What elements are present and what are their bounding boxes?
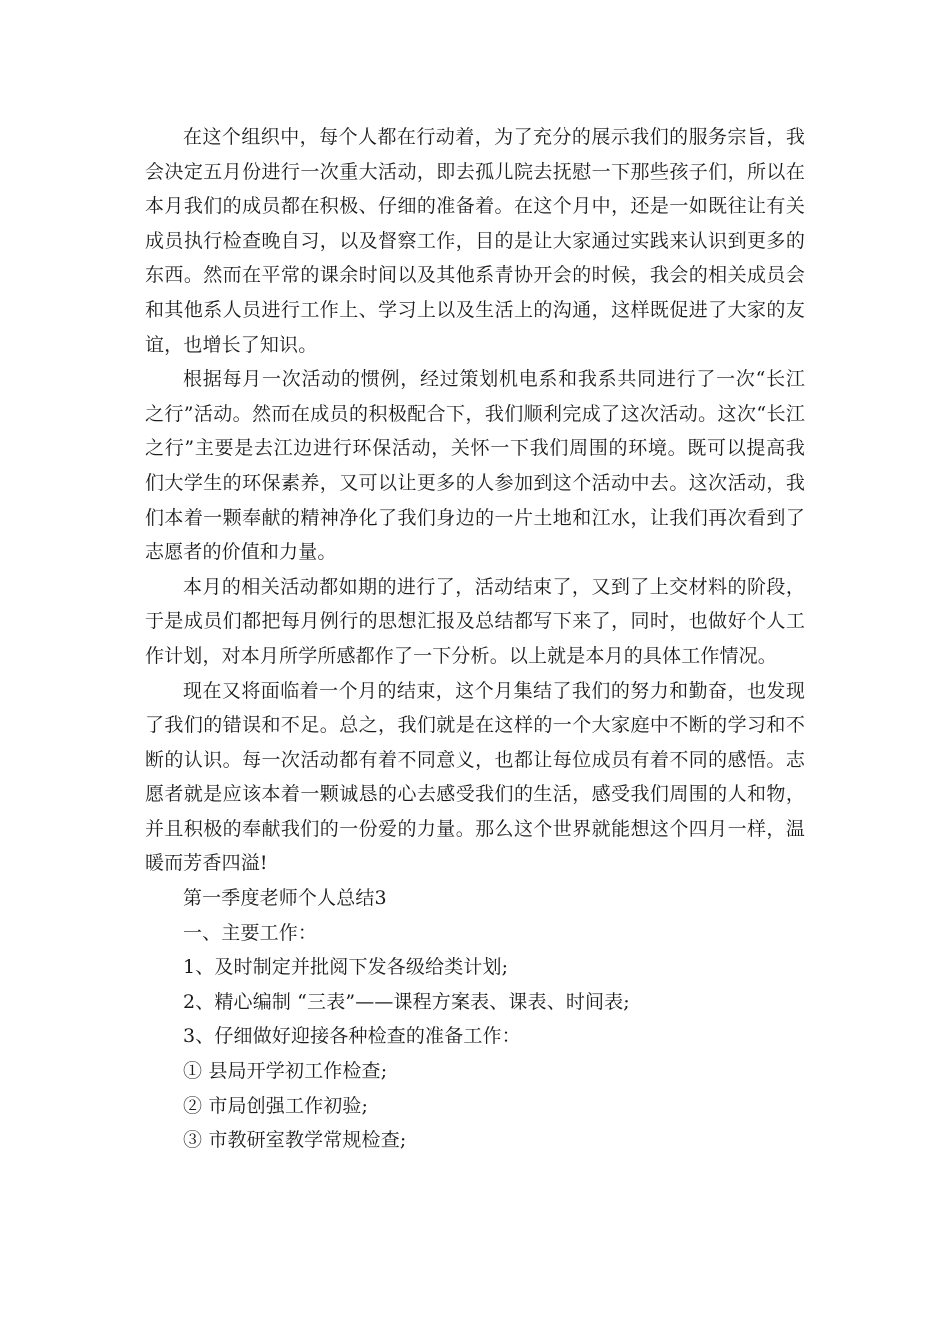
paragraph-monthly-summary: 本月的相关活动都如期的进行了，活动结束了，又到了上交材料的阶段，于是成员们都把每月例行的思想汇报及总结都写下来了，同时，也做好个人工作计划，对本月所学所感都作了一下分析。以上就是本月的具体工作情况。 — [145, 575, 805, 667]
list-item: 1、及时制定并批阅下发各级给类计划; — [183, 956, 509, 979]
sub-list-item: ① 县局开学初工作检查; — [183, 1060, 388, 1083]
sub-list-item: ③ 市教研室教学常规检查; — [183, 1129, 407, 1152]
paragraph-organization-activities: 在这个组织中，每个人都在行动着，为了充分的展示我们的服务宗旨，我会决定五月份进行一次重大活动，即去孤儿院去抚慰一下那些孩子们，所以在本月我们的成员都在积极、仔细的准备着。在这个月中，还是一如既往让有关成员执行检查晚自习，以及督察工作，目的是让大家通过实践来认识到更多的东西。然而在平常的课余时间以及其他系青协开会的时候，我会的相关成员会和其他系人员进行工作上、学习上以及生活上的沟通，这样既促进了大家的友谊，也增长了知识。 — [145, 126, 805, 356]
sub-list-item: ② 市局创强工作初验; — [183, 1094, 369, 1117]
paragraph-yangtze-trip: 根据每月一次活动的惯例，经过策划机电系和我系共同进行了一次“长江之行”活动。然而在成员的积极配合下，我们顺利完成了这次活动。这次“长江之行”主要是去江边进行环保活动，关怀一下我们周围的环境。既可以提高我们大学生的环保素养，又可以让更多的人参加到这个活动中去。这次活动，我们本着一颗奉献的精神净化了我们身边的一片土地和江水，让我们再次看到了志愿者的价值和力量。 — [145, 368, 805, 564]
list-item: 3、仔细做好迎接各种检查的准备工作： — [183, 1025, 521, 1048]
subheading-main-work: 一、主要工作： — [183, 921, 318, 944]
section-heading: 第一季度老师个人总结3 — [183, 887, 387, 910]
document-body — [145, 120, 805, 1158]
paragraph-conclusion: 现在又将面临着一个月的结束，这个月集结了我们的努力和勤奋，也发现了我们的错误和不足。总之，我们就是在这样的一个大家庭中不断的学习和不断的认识。每一次活动都有着不同意义，也都让每位成员有着不同的感悟。志愿者就是应该本着一颗诚恳的心去感受我们的生活，感受我们周围的人和物，并且积极的奉献我们的一份爱的力量。那么这个世界就能想这个四月一样，温暖而芳香四溢! — [145, 679, 805, 875]
list-item: 2、精心编制 “三表”——课程方案表、课表、时间表; — [183, 990, 630, 1013]
